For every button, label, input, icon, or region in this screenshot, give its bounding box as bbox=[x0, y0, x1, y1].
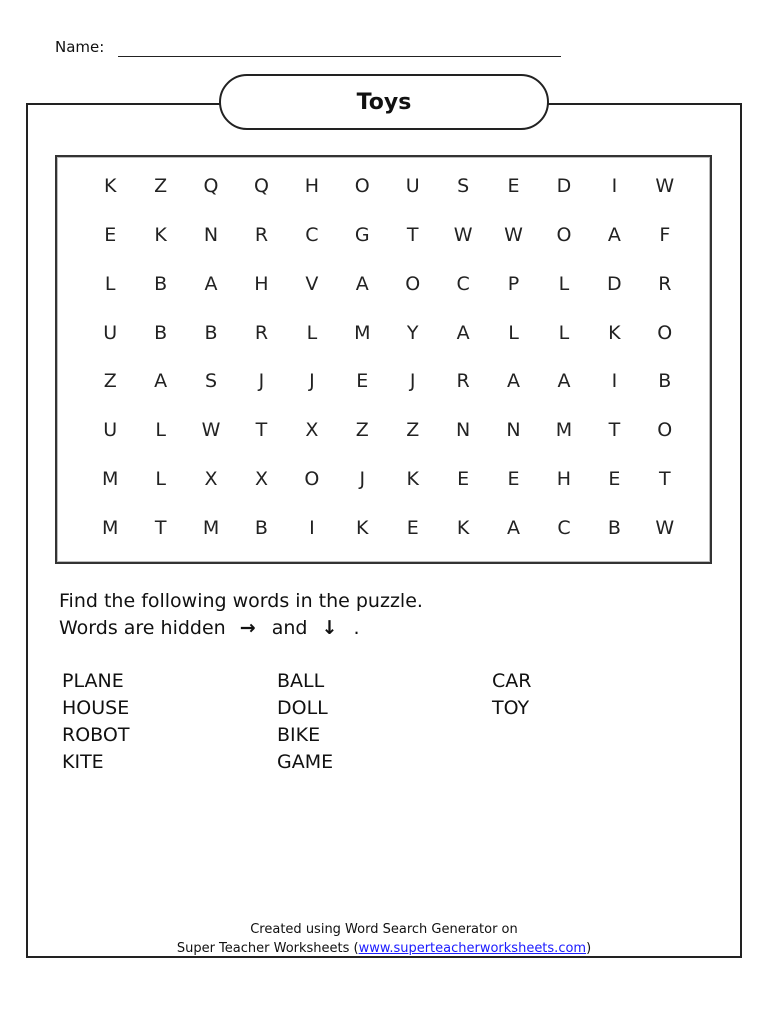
puzzle-cell: K bbox=[608, 321, 621, 344]
puzzle-cell: E bbox=[457, 467, 470, 490]
puzzle-cell: K bbox=[406, 467, 419, 490]
puzzle-cell: C bbox=[305, 224, 319, 247]
puzzle-cell: M bbox=[555, 419, 573, 442]
puzzle-cell: J bbox=[409, 370, 416, 393]
puzzle-cell: D bbox=[607, 272, 622, 295]
puzzle-cell: K bbox=[356, 516, 369, 539]
puzzle-cell: O bbox=[304, 467, 320, 490]
instructions bbox=[59, 588, 423, 642]
puzzle-cell: L bbox=[558, 321, 570, 344]
footer-prefix: Super Teacher Worksheets ( bbox=[176, 941, 359, 956]
puzzle-cell: T bbox=[608, 419, 621, 442]
footer-link[interactable]: www.superteacherworksheets.com bbox=[358, 941, 587, 956]
puzzle-cell: X bbox=[204, 467, 218, 490]
word-item: BIKE bbox=[277, 724, 321, 746]
puzzle-cell: L bbox=[155, 419, 166, 442]
word-item: HOUSE bbox=[62, 697, 130, 719]
puzzle-cell: F bbox=[659, 224, 671, 247]
word-item: ROBOT bbox=[62, 724, 130, 746]
puzzle-cell: E bbox=[507, 467, 520, 490]
puzzle-cell: A bbox=[154, 370, 168, 393]
puzzle-cell: R bbox=[254, 224, 269, 247]
word-item: KITE bbox=[62, 751, 104, 773]
puzzle-cell: T bbox=[406, 224, 419, 247]
puzzle-cell: W bbox=[504, 224, 523, 247]
puzzle-cell: W bbox=[453, 224, 473, 247]
instruction-and: and bbox=[271, 617, 308, 639]
puzzle-cell: L bbox=[306, 321, 318, 344]
puzzle-cell: U bbox=[103, 419, 118, 442]
puzzle-cell: C bbox=[557, 516, 571, 539]
puzzle-cell: R bbox=[456, 370, 470, 393]
puzzle-cell: Y bbox=[406, 321, 419, 344]
puzzle-cell: B bbox=[254, 516, 268, 539]
instruction-period: . bbox=[353, 617, 360, 639]
puzzle-cell: M bbox=[202, 516, 220, 539]
puzzle-cell: B bbox=[154, 321, 168, 344]
puzzle-cell: W bbox=[655, 516, 675, 539]
footer bbox=[26, 920, 742, 958]
puzzle-cell: R bbox=[254, 321, 269, 344]
puzzle-cell: O bbox=[657, 419, 673, 442]
word-item: DOLL bbox=[277, 697, 328, 719]
name-underline bbox=[118, 56, 561, 57]
puzzle-cell: M bbox=[102, 467, 119, 490]
puzzle-cell: L bbox=[508, 321, 519, 344]
puzzle-cell: I bbox=[309, 516, 315, 539]
puzzle-cell: T bbox=[658, 467, 671, 490]
puzzle-cell: A bbox=[507, 370, 521, 393]
puzzle-cell: E bbox=[406, 516, 419, 539]
instruction-line-1: Find the following words in the puzzle. bbox=[59, 590, 423, 612]
word-item: TOY bbox=[492, 697, 530, 719]
puzzle-cell: L bbox=[558, 272, 570, 295]
puzzle-cell: Z bbox=[406, 419, 420, 442]
puzzle-cell: B bbox=[658, 370, 672, 393]
puzzle-cell: T bbox=[154, 516, 167, 539]
puzzle-cell: O bbox=[354, 175, 370, 198]
puzzle-cell: E bbox=[608, 467, 621, 490]
puzzle-cell: Z bbox=[355, 419, 369, 442]
puzzle-cell: U bbox=[405, 175, 420, 198]
word-item: BALL bbox=[277, 670, 325, 692]
puzzle-cell: Z bbox=[103, 370, 117, 393]
puzzle-cell: B bbox=[204, 321, 218, 344]
puzzle-cell: O bbox=[405, 272, 421, 295]
puzzle-grid bbox=[85, 162, 690, 552]
puzzle-cell: A bbox=[204, 272, 218, 295]
puzzle-cell: E bbox=[104, 224, 117, 247]
puzzle-cell: G bbox=[354, 224, 370, 247]
puzzle-cell: U bbox=[103, 321, 118, 344]
puzzle-cell: B bbox=[154, 272, 168, 295]
worksheet-title bbox=[219, 74, 549, 130]
footer-suffix: ) bbox=[586, 941, 592, 956]
puzzle-cell: I bbox=[611, 370, 618, 393]
puzzle-cell: A bbox=[557, 370, 571, 393]
puzzle-cell: A bbox=[607, 224, 621, 247]
puzzle-cell: J bbox=[258, 370, 265, 393]
puzzle-cell: A bbox=[456, 321, 470, 344]
puzzle-cell: O bbox=[657, 321, 673, 344]
puzzle-cell: N bbox=[203, 224, 219, 247]
puzzle-cell: Q bbox=[253, 175, 269, 198]
footer-line-2 bbox=[26, 939, 742, 958]
word-list bbox=[62, 668, 622, 776]
word-item bbox=[492, 722, 622, 749]
puzzle-cell: C bbox=[456, 272, 470, 295]
puzzle-cell: A bbox=[507, 516, 521, 539]
puzzle-cell: J bbox=[309, 370, 315, 393]
footer-line-1: Created using Word Search Generator on bbox=[250, 922, 518, 937]
puzzle-cell: Z bbox=[154, 175, 168, 198]
word-item: PLANE bbox=[62, 670, 124, 692]
word-item: CAR bbox=[492, 670, 532, 692]
puzzle-cell: V bbox=[305, 272, 319, 295]
puzzle-cell: K bbox=[456, 516, 470, 539]
puzzle-cell: E bbox=[507, 175, 520, 198]
puzzle-cell: S bbox=[205, 370, 218, 393]
puzzle-cell: B bbox=[607, 516, 621, 539]
puzzle-cell: A bbox=[355, 272, 369, 295]
word-item bbox=[492, 749, 622, 776]
puzzle-cell: M bbox=[102, 516, 119, 539]
puzzle-cell: L bbox=[104, 272, 116, 295]
puzzle-cell: W bbox=[201, 419, 221, 442]
puzzle-cell: I bbox=[611, 175, 618, 198]
puzzle-cell: X bbox=[305, 419, 319, 442]
puzzle-cell: J bbox=[359, 467, 366, 490]
puzzle-cell: T bbox=[255, 419, 268, 442]
title-text: Toys bbox=[356, 89, 412, 115]
word-item: GAME bbox=[277, 751, 334, 773]
puzzle-cell: L bbox=[155, 467, 166, 490]
puzzle-cell: N bbox=[456, 419, 471, 442]
arrow-right-icon: → bbox=[239, 617, 256, 639]
puzzle-cell: Q bbox=[203, 175, 219, 198]
puzzle-cell: E bbox=[356, 370, 369, 393]
puzzle-cell: S bbox=[457, 175, 470, 198]
puzzle-cell: K bbox=[103, 175, 117, 198]
name-label: Name: bbox=[55, 38, 105, 56]
puzzle-cell: D bbox=[556, 175, 572, 198]
instruction-line-2 bbox=[59, 615, 423, 642]
puzzle-cell: K bbox=[154, 224, 167, 247]
puzzle-cell: R bbox=[658, 272, 672, 295]
puzzle-cell: H bbox=[556, 467, 572, 490]
puzzle-cell: N bbox=[506, 419, 521, 442]
puzzle-cell: H bbox=[254, 272, 269, 295]
arrow-down-icon: ↓ bbox=[321, 617, 338, 639]
puzzle-cell: P bbox=[507, 272, 520, 295]
puzzle-cell: M bbox=[354, 321, 371, 344]
puzzle-cell: O bbox=[556, 224, 572, 247]
puzzle-cell: W bbox=[655, 175, 675, 198]
instruction-prefix: Words are hidden bbox=[59, 617, 226, 639]
puzzle-cell: X bbox=[254, 467, 268, 490]
puzzle-cell: H bbox=[304, 175, 320, 198]
